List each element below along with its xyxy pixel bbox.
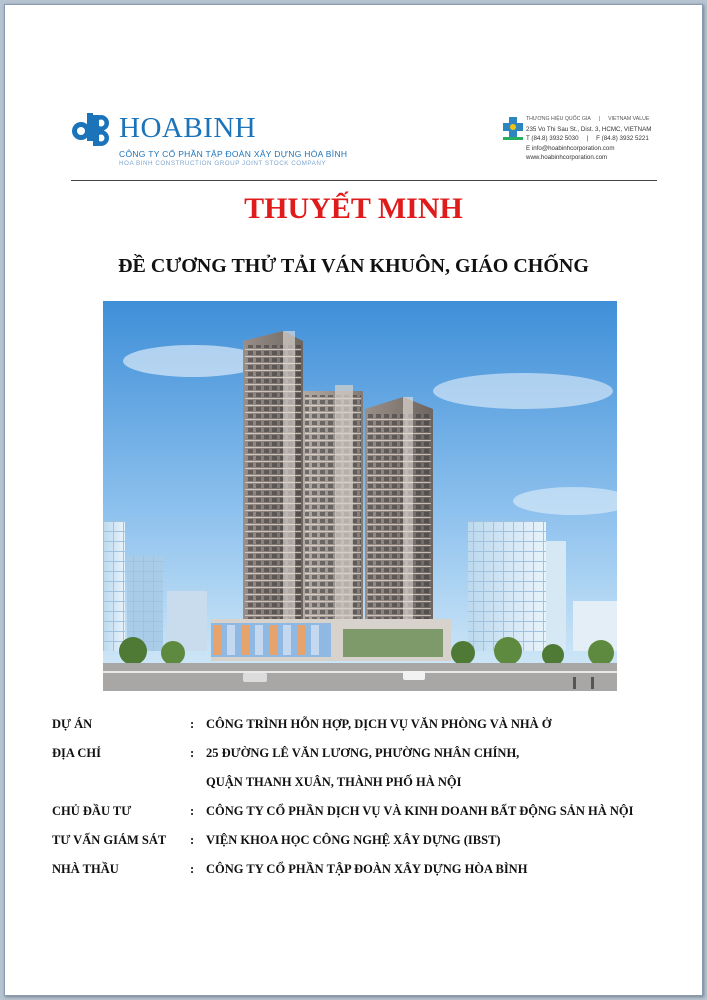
vietnam-value-badge-icon: [502, 115, 524, 141]
company-name-vi: CÔNG TY CỔ PHẦN TẬP ĐOÀN XÂY DỰNG HÒA BÌNH: [119, 149, 348, 159]
contact-email: E info@hoabinhcorporation.com: [526, 144, 615, 152]
info-row-address: [52, 746, 672, 775]
info-label: CHỦ ĐẦU TƯ: [52, 804, 132, 818]
brand-label: THƯƠNG HIỆU QUỐC GIA: [526, 116, 591, 122]
project-info-table: [52, 717, 672, 891]
info-colon: :: [190, 804, 195, 818]
brand-label-en: VIETNAM VALUE: [608, 116, 650, 122]
info-value: 25 ĐƯỜNG LÊ VĂN LƯƠNG, PHƯỜNG NHÂN CHÍNH,: [206, 746, 520, 760]
logo-wordmark: HOABINH: [119, 112, 257, 144]
info-colon: :: [190, 862, 195, 876]
contact-website: www.hoabinhcorporation.com: [526, 154, 608, 162]
info-value: CÔNG TY CỔ PHẦN DỊCH VỤ VÀ KINH DOANH BẤT ĐỘNG SẢN HÀ NỘI: [206, 804, 634, 818]
document-title: THUYẾT MINH: [244, 192, 463, 225]
header-divider: [71, 180, 657, 181]
building-rendering-image: [103, 301, 617, 691]
hoabinh-logo-icon: [71, 109, 117, 149]
info-row-contractor: [52, 862, 672, 891]
company-logo: [71, 105, 371, 173]
document-subtitle: ĐỀ CƯƠNG THỬ TẢI VÁN KHUÔN, GIÁO CHỐNG: [118, 255, 589, 277]
contact-address: 235 Vo Thi Sau St., Dist. 3, HCMC, VIETNAM: [526, 125, 652, 133]
info-row-supervisor: [52, 833, 672, 862]
info-value: CÔNG TRÌNH HỖN HỢP, DỊCH VỤ VĂN PHÒNG VÀ NHÀ Ở: [206, 717, 552, 731]
info-row-investor: [52, 804, 672, 833]
info-label: DỰ ÁN: [52, 717, 93, 731]
document-page: [4, 4, 703, 996]
info-colon: :: [190, 833, 195, 847]
info-value: VIỆN KHOA HỌC CÔNG NGHỆ XÂY DỰNG (IBST): [206, 833, 501, 847]
info-row-address-cont: [52, 775, 672, 804]
contact-info: THƯƠNG HIỆU QUỐC GIA | VIETNAM VALUE 235 Vo Thi Sau St., Dist. 3, HCMC, VIETNAM T (84.8) 3932 5030 | F (84.8) 3932 5221 E info@hoabinhcorporation.com www.hoabinhcorporation.com: [502, 115, 662, 175]
company-name-en: HOA BINH CONSTRUCTION GROUP JOINT STOCK COMPANY: [119, 160, 327, 167]
info-label: TƯ VẤN GIÁM SÁT: [52, 833, 167, 847]
info-label: NHÀ THẦU: [52, 862, 119, 876]
info-label: ĐỊA CHỈ: [52, 746, 101, 760]
info-value: CÔNG TY CỔ PHẦN TẬP ĐOÀN XÂY DỰNG HÒA BÌNH: [206, 862, 528, 876]
info-row-project: [52, 717, 672, 746]
contact-phone: T (84.8) 3932 5030: [526, 135, 579, 143]
info-colon: :: [190, 717, 195, 731]
contact-fax: F (84.8) 3932 5221: [596, 135, 649, 143]
info-colon: :: [190, 746, 195, 760]
info-value: QUẬN THANH XUÂN, THÀNH PHỐ HÀ NỘI: [206, 775, 462, 789]
